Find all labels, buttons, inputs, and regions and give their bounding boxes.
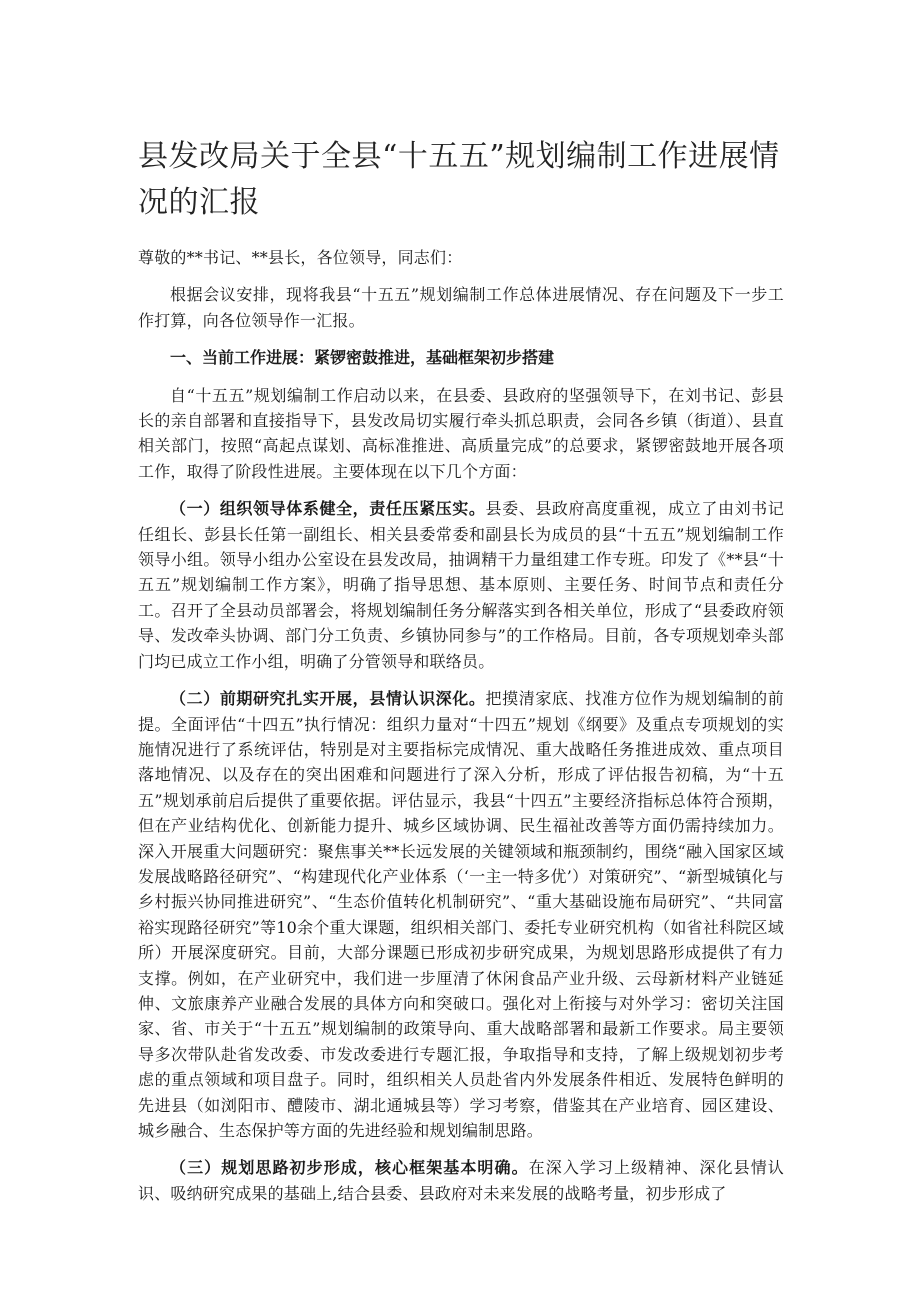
item-2-paragraph — [138, 686, 784, 1143]
salutation: 尊敬的**书记、**县长，各位领导，同志们： — [138, 248, 463, 267]
item-2-lead: （二）前期研究扎实开展，县情认识深化。 — [170, 689, 486, 709]
document-title: 县发改局关于全县“十五五”规划编制工作进展情况的汇报 — [138, 139, 780, 220]
item-3-lead: （三）规划思路初步形成，核心框架基本明确。 — [170, 1158, 529, 1178]
item-1-body: 县委、县政府高度重视，成立了由刘书记任组长、彭县长任第一副组长、相关县委常委和副县长为成员的县“十五五”规划编制工作领导小组。领导小组办公室设在县发改局，抽调精干力量组建工作专班。印发了《**县“十五五”规划编制工作方案》，明确了指导思想、基本原则、主要任务、时间节点和责任分工。召开了全县动员部署会，将规划编制任务分解落实到各相关单位，形成了“县委政府领导、发改牵头协调、部门分工负责、乡镇协同参与”的工作格局。目前，各专项规划牵头部门均已成立工作小组，明确了分管领导和联络员。 — [138, 499, 784, 671]
item-2-body: 把摸清家底、找准方位作为规划编制的前提。全面评估“十四五”执行情况：组织力量对“十四五”规划《纲要》及重点专项规划的实施情况进行了系统评估，特别是对主要指标完成情况、重大战略任务推进成效、重点项目落地情况、以及存在的突出困难和问题进行了深入分析，形成了评估报告初稿，为“十五五”规划承前启后提供了重要依据。评估显示，我县“十四五”主要经济指标总体符合预期，但在产业结构优化、创新能力提升、城乡区域协调、民生福祉改善等方面仍需持续加力。深入开展重大问题研究：聚焦事关**长远发展的关键领域和瓶颈制约，围绕“融入国家区域发展战略路径研究”、“构建现代化产业体系（‘一主一特多优’）对策研究”、“新型城镇化与乡村振兴协同推进研究”、“生态价值转化机制研究”、“重大基础设施布局研究”、“共同富裕实现路径研究”等10余个重大课题，组织相关部门、委托专业研究机构（如省社科院区域所）开展深度研究。目前，大部分课题已形成初步研究成果，为规划思路形成提供了有力支撑。例如，在产业研究中，我们进一步厘清了休闲食品产业升级、云母新材料产业链延伸、文旅康养产业融合发展的具体方向和突破口。强化对上衔接与对外学习：密切关注国家、省、市关于“十五五”规划编制的政策导向、重大战略部署和最新工作要求。局主要领导多次带队赴省发改委、市发改委进行专题汇报，争取指导和支持，了解上级规划初步考虑的重点领域和项目盘子。同时，组织相关人员赴省内外发展条件相近、发展特色鲜明的先进县（如浏阳市、醴陵市、湖北通城县等）学习考察，借鉴其在产业培育、园区建设、城乡融合、生态保护等方面的先进经验和规划编制思路。 — [138, 689, 784, 1140]
section-heading-1: 一、当前工作进展：紧锣密鼓推进，基础框架初步搭建 — [170, 348, 555, 368]
item-3-body: 在深入学习上级精神、深化县情认识、吸纳研究成果的基础上,结合县委、县政府对未来发展的战略考量，初步形成了 — [138, 1158, 784, 1203]
document-page — [138, 134, 784, 1218]
intro-paragraph: 根据会议安排，现将我县“十五五”规划编制工作总体进展情况、存在问题及下一步工作打算，向各位领导作一汇报。 — [138, 285, 784, 330]
item-1-paragraph — [138, 496, 784, 674]
section-1-body: 自“十五五”规划编制工作启动以来，在县委、县政府的坚强领导下，在刘书记、彭县长的亲自部署和直接指导下，县发改局切实履行牵头抓总职责，会同各乡镇（街道）、县直相关部门，按照“高起点谋划、高标准推进、高质量完成”的总要求，紧锣密鼓地开展各项工作，取得了阶段性进展。主要体现在以下几个方面： — [138, 385, 784, 481]
item-3-paragraph — [138, 1155, 784, 1206]
item-1-lead: （一）组织领导体系健全，责任压紧压实。 — [170, 499, 486, 519]
